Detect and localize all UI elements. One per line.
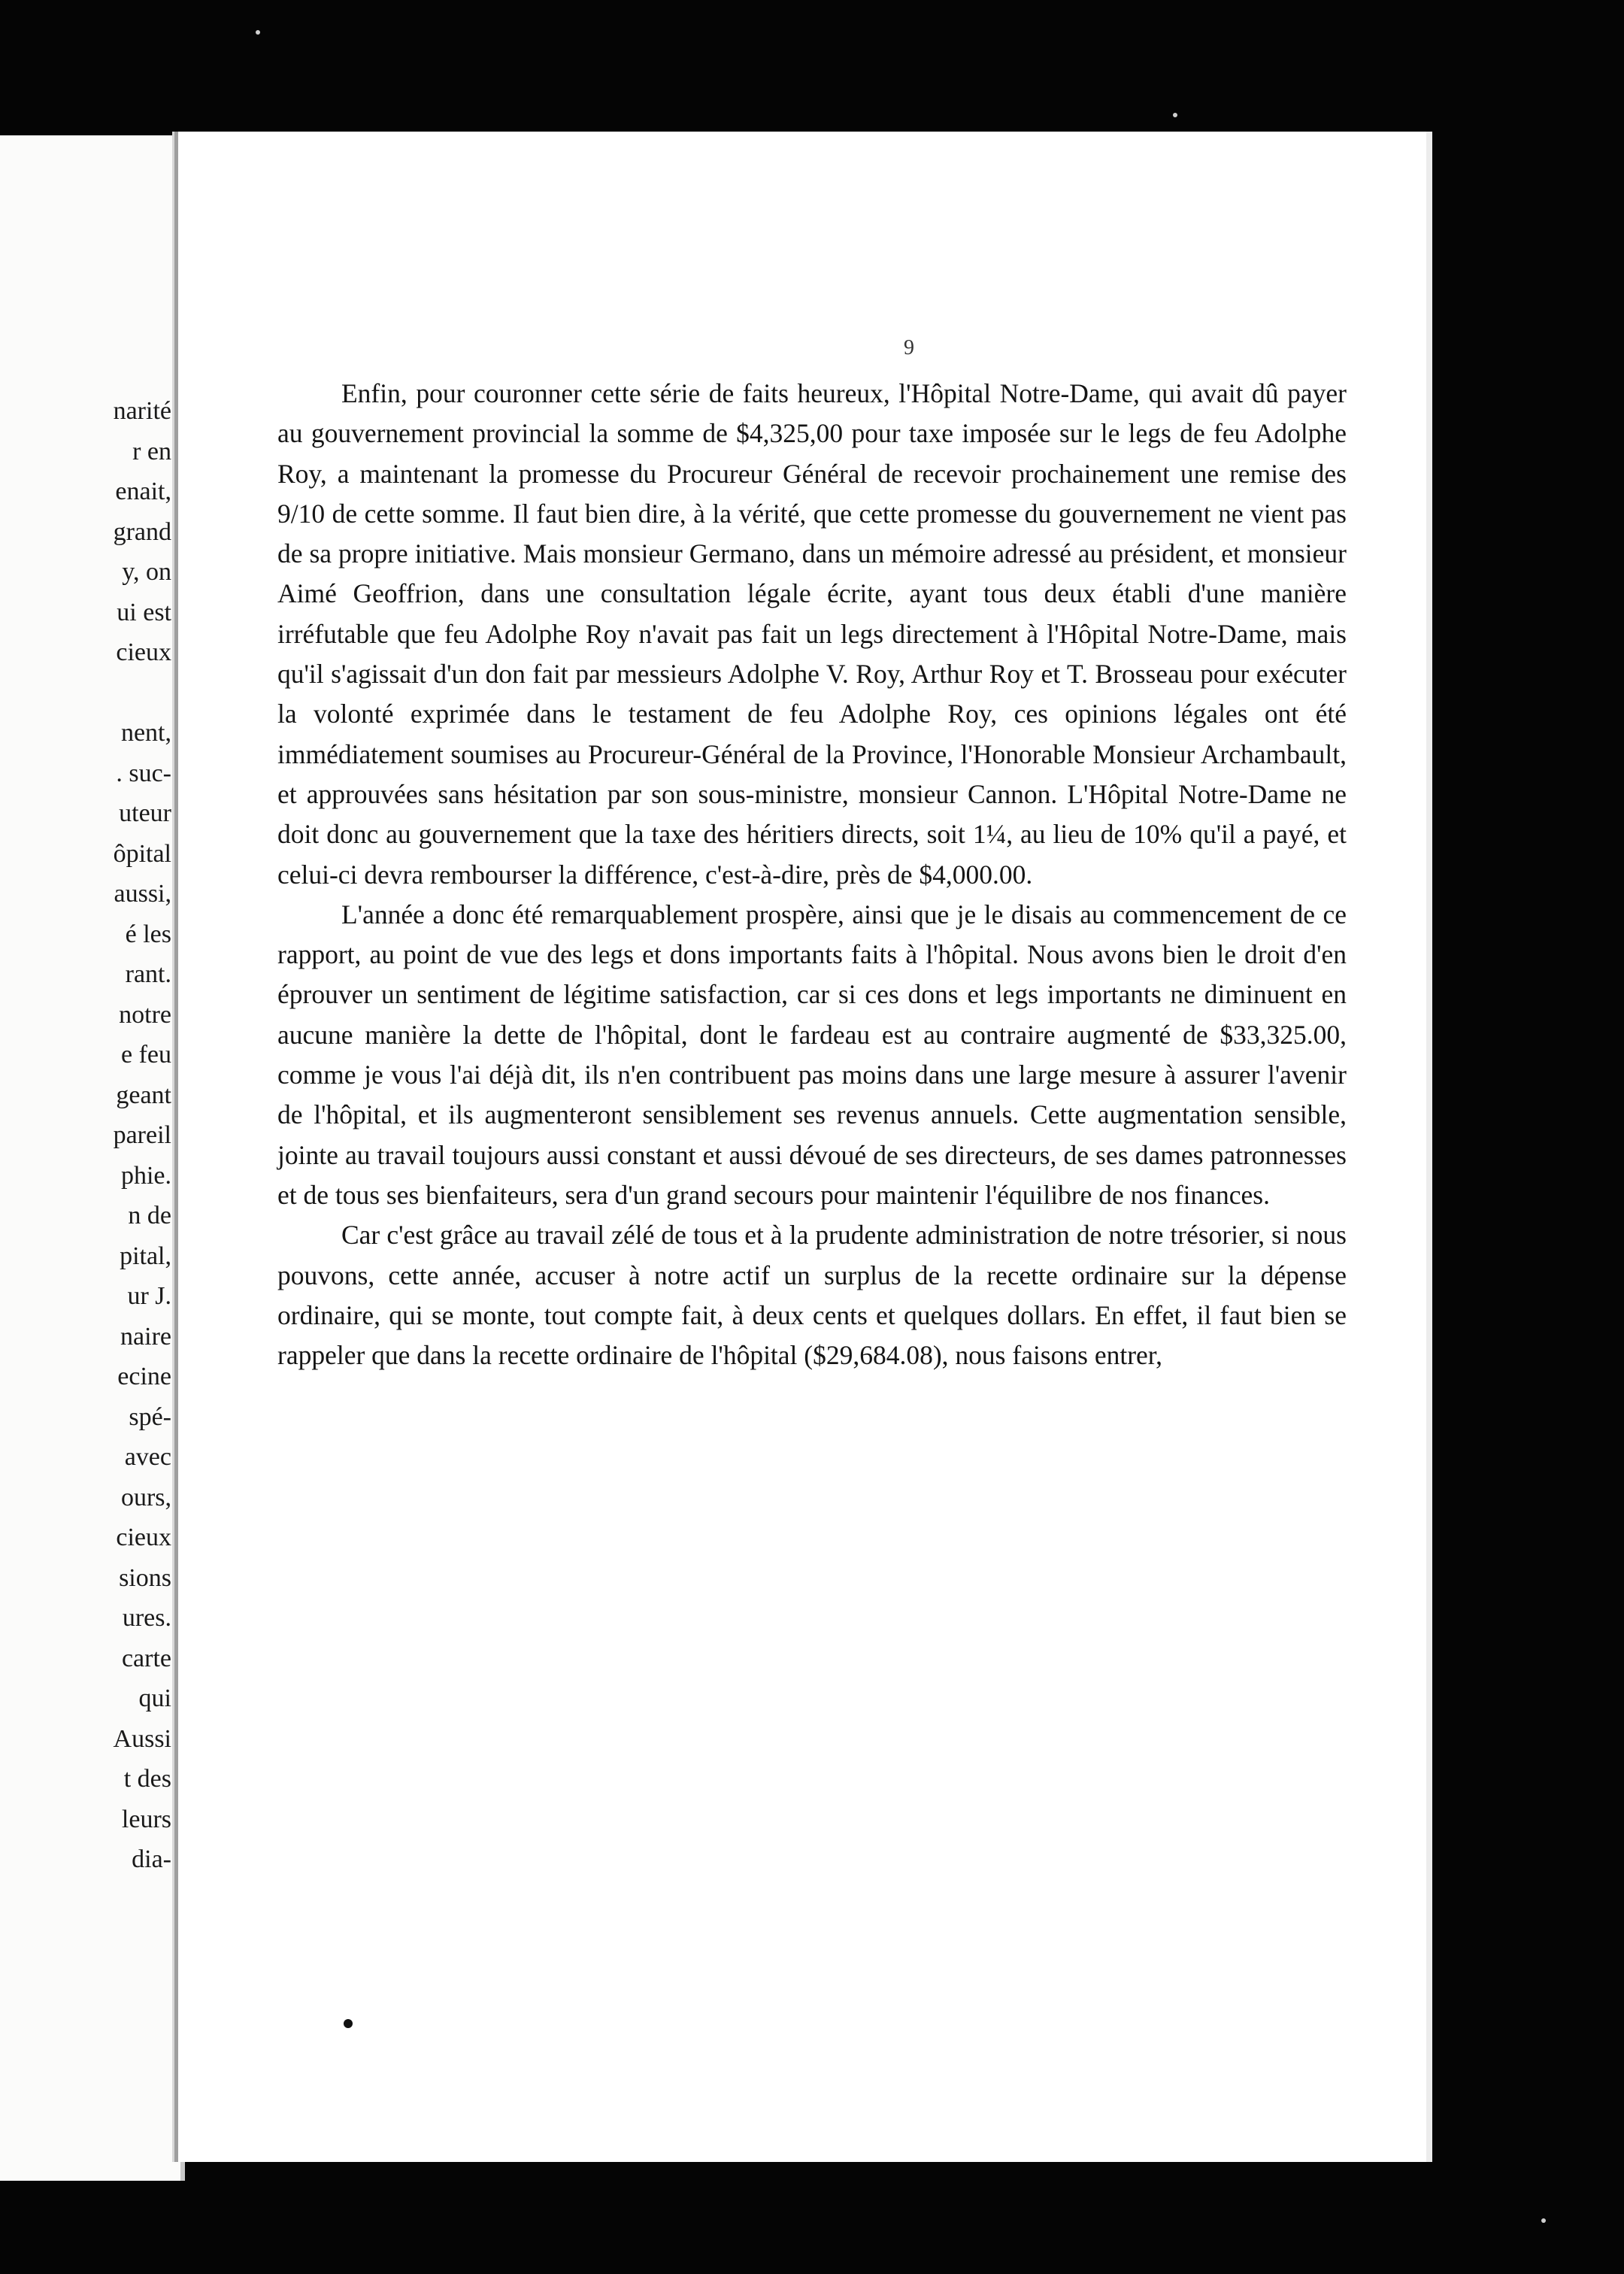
page-number: 9: [904, 336, 914, 359]
paragraph-1: Enfin, pour couronner cette série de faits heureux, l'Hôpital Notre-Dame, qui avait dû payer au gouvernement provincial la somme de $4,325,00 pour taxe imposée sur le legs de feu Adolphe Roy, a maintenant la promesse du Procureur Général de recevoir prochainement une remise des 9/10 de cette somme. Il faut bien dire, à la vérité, que cette promesse du gouvernement ne vient pas de sa propre initiative. Mais monsieur Germano, dans un mémoire adressé au président, et monsieur Aimé Geoffrion, dans une consultation légale écrite, ayant tous deux établi d'une manière irréfutable que feu Adolphe Roy n'avait pas fait un legs directement à l'Hôpital Notre-Dame, mais qu'il s'agissait d'un don fait par messieurs Adolphe V. Roy, Arthur Roy et T. Brosseau pour exécuter la volonté exprimée dans le testament de feu Adolphe Roy, ces opinions légales ont été immédiatement soumises au Procureur-Général de la Province, l'Honorable Monsieur Archambault, et approuvées sans hésitation par son sous-ministre, monsieur Cannon. L'Hôpital Notre-Dame ne doit donc au gouvernement que la taxe des héritiers directs, soit 1¼, au lieu de 10% qu'il a payé, et celui-ci devra rembourser la différence, c'est-à-dire, près de $4,000.00.: [277, 378, 1347, 890]
left-page-line: carte: [121, 1644, 171, 1672]
left-page-line: uteur: [119, 799, 171, 827]
left-page-line: . suc-: [116, 759, 171, 787]
left-page-fragments: [114, 391, 171, 1880]
left-page-line: ui est: [117, 598, 171, 626]
left-page: [0, 135, 185, 2181]
page-edge: [1426, 132, 1432, 2162]
left-page-line: spé-: [129, 1402, 171, 1431]
scan-speck: [1541, 2218, 1546, 2223]
left-page-line: e feu: [120, 1041, 171, 1069]
left-page-line: enait,: [115, 478, 171, 505]
left-page-line: geant: [116, 1081, 171, 1109]
left-page-line: nent,: [120, 719, 171, 747]
left-page-line: rant.: [125, 960, 171, 988]
left-page-line: ur J.: [127, 1282, 171, 1310]
left-page-line: t des: [123, 1765, 171, 1793]
left-page-line: ôpital: [113, 839, 171, 868]
left-page-line: ecine: [117, 1363, 171, 1390]
left-page-line: [114, 673, 171, 714]
paragraph-3: Car c'est grâce au travail zélé de tous et à la prudente administration de notre trésorier, si nous pouvons, cette année, accuser à notre actif un surplus de la recette ordinaire sur la dépense ordinaire, qui se monte, tout compte fait, à deux cents et quelques dollars. En effet, il faut bien se rappeler que dans la recette ordinaire de l'hôpital ($29,684.08), nous faisons entrer,: [277, 1220, 1347, 1371]
left-page-line: dia-: [132, 1845, 171, 1873]
left-page-line: avec: [124, 1443, 171, 1471]
left-page-line: qui: [138, 1684, 171, 1712]
left-page-line: cieux: [116, 1524, 171, 1551]
left-page-line: notre: [119, 1000, 171, 1029]
left-page-line: é les: [125, 920, 171, 948]
left-page-line: narité: [113, 397, 171, 425]
left-page-line: aussi,: [114, 880, 171, 908]
left-page-line: n de: [128, 1202, 171, 1229]
scan-speck: [256, 30, 260, 35]
left-page-line: pareil: [113, 1121, 171, 1149]
left-page-line: phie.: [120, 1161, 171, 1190]
left-page-line: ures.: [122, 1604, 171, 1632]
scan-speck: [1173, 113, 1177, 117]
left-page-line: leurs: [121, 1805, 171, 1833]
ink-dot: [344, 2019, 353, 2028]
left-page-line: cieux: [116, 638, 171, 666]
left-page-line: pital,: [120, 1242, 171, 1270]
body-text: [277, 374, 1347, 1375]
left-page-line: naire: [120, 1322, 171, 1351]
left-page-line: sions: [119, 1563, 171, 1592]
paragraph-2: L'année a donc été remarquablement prospère, ainsi que je le disais au commencement de ce rapport, au point de vue des legs et dons importants faits à l'hôpital. Nous avons bien le droit d'en éprouver un sentiment de légitime satisfaction, car si ces dons et legs importants ne diminuent en aucune manière la dette de l'hôpital, dont le fardeau est au contraire augmenté de $33,325.00, comme je vous l'ai déjà dit, ils n'en contribuent pas moins dans une large mesure à assurer l'avenir de l'hôpital, et ils augmenteront sensiblement ses revenus annuels. Cette augmentation sensible, jointe au travail toujours aussi constant et aussi dévoué de ses directeurs, de ses dames patronnesses et de tous ses bienfaiteurs, sera d'un grand secours pour maintenir l'équilibre de nos finances.: [277, 899, 1347, 1210]
left-page-line: grand: [113, 517, 171, 546]
left-page-line: r en: [132, 437, 171, 465]
left-page-line: Aussi: [113, 1724, 171, 1753]
left-page-line: y, on: [122, 558, 171, 586]
main-page: [174, 132, 1432, 2162]
left-page-line: ours,: [120, 1483, 171, 1511]
